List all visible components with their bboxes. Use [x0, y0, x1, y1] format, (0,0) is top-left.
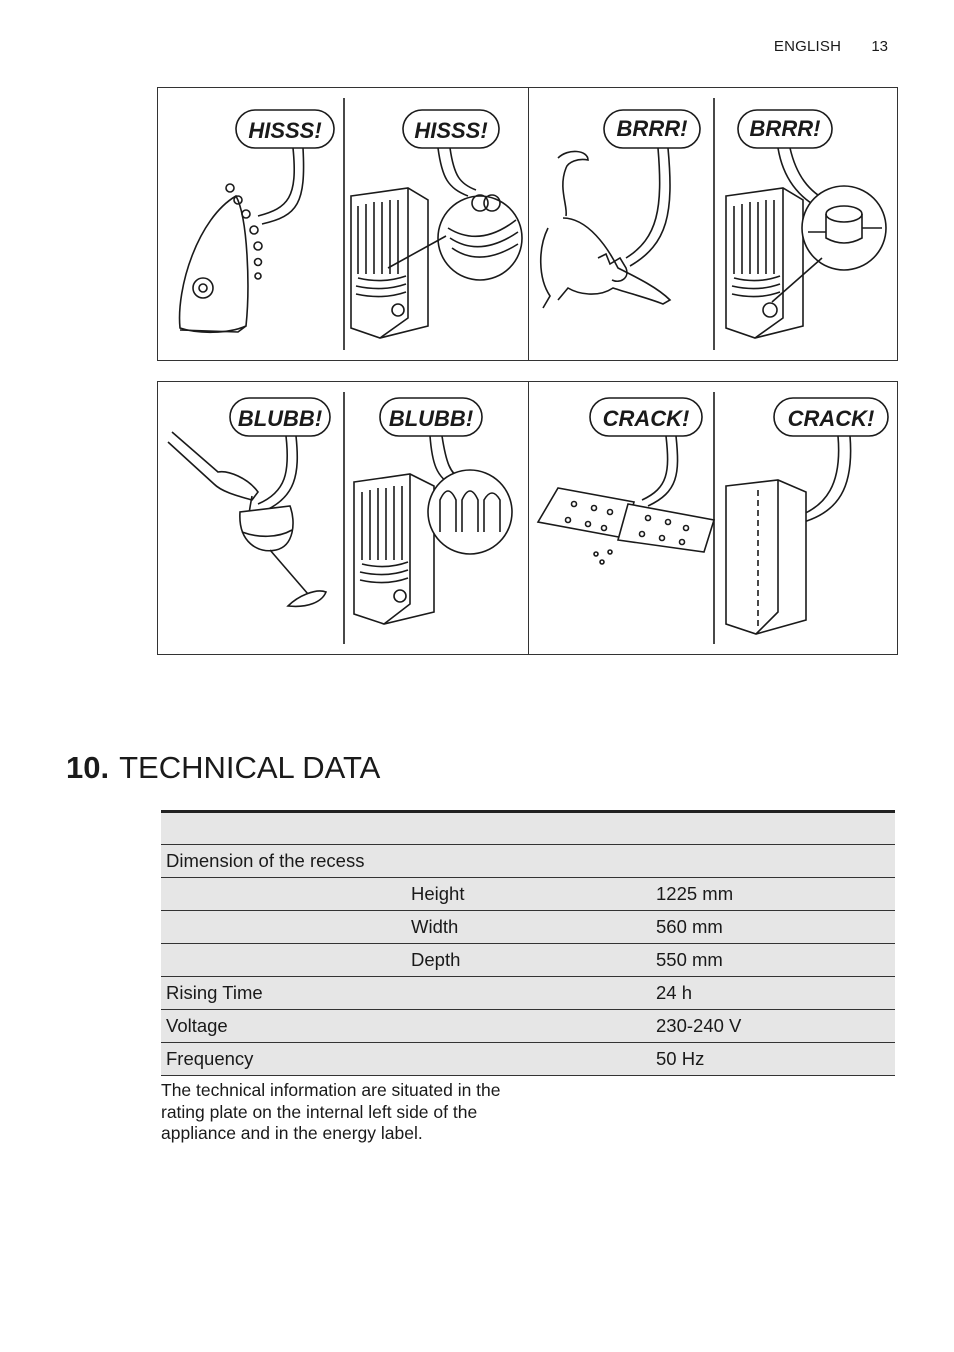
- row-label: Dimension of the recess: [161, 845, 406, 878]
- row-2-drawings: [158, 382, 899, 656]
- row-label: [161, 944, 406, 977]
- technical-data-table: [161, 810, 895, 1076]
- breaking-cracker-icon: [538, 488, 714, 564]
- row-value: 24 h: [651, 977, 895, 1010]
- row-sublabel: [406, 812, 651, 845]
- sound-label: BRRR!: [749, 116, 821, 141]
- table-row: [161, 977, 895, 1010]
- row-label: [161, 878, 406, 911]
- wine-pouring-icon: [168, 432, 326, 606]
- header-language: ENGLISH: [773, 38, 842, 55]
- section-number: 10.: [66, 750, 110, 785]
- table-row: [161, 845, 895, 878]
- table-row: [161, 812, 895, 845]
- row-value: [651, 845, 895, 878]
- row-label: [161, 812, 406, 845]
- row-label: [161, 911, 406, 944]
- row-value: [651, 812, 895, 845]
- row-sublabel: Width: [406, 911, 651, 944]
- refrigerator-compressor-icon: [726, 186, 886, 338]
- table-row: [161, 1010, 895, 1043]
- technical-note: The technical information are situated in the rating plate on the internal left side of the appliance and in the energy label.: [161, 1080, 501, 1143]
- row-1-drawings: [158, 88, 899, 362]
- sound-label: BRRR!: [616, 116, 688, 141]
- row-sublabel: [406, 977, 651, 1010]
- cabinet-icon: [726, 480, 806, 634]
- table-row: [161, 944, 895, 977]
- page-header: [774, 38, 888, 55]
- refrigerator-pipes-icon: [354, 470, 512, 624]
- sound-label: CRACK!: [602, 406, 690, 431]
- row-value: 560 mm: [651, 911, 895, 944]
- row-sublabel: Height: [406, 878, 651, 911]
- table-row: [161, 911, 895, 944]
- sound-label: BLUBB!: [388, 406, 474, 431]
- sound-label: CRACK!: [787, 406, 875, 431]
- sound-label: HISSS!: [414, 118, 488, 143]
- row-value: 230-240 V: [651, 1010, 895, 1043]
- sound-label: BLUBB!: [237, 406, 323, 431]
- table-row: [161, 1043, 895, 1076]
- row-sublabel: [406, 845, 651, 878]
- row-label: Voltage: [161, 1010, 406, 1043]
- steam-iron-icon: [180, 184, 262, 332]
- row-label: Frequency: [161, 1043, 406, 1076]
- stretching-cat-icon: [541, 151, 670, 308]
- row-value: 550 mm: [651, 944, 895, 977]
- row-sublabel: Depth: [406, 944, 651, 977]
- section-title-text: TECHNICAL DATA: [119, 750, 381, 785]
- table-row: [161, 878, 895, 911]
- sound-label: HISSS!: [248, 118, 322, 143]
- row-sublabel: [406, 1010, 651, 1043]
- refrigerator-coil-icon: [351, 188, 522, 338]
- row-value: 50 Hz: [651, 1043, 895, 1076]
- noise-illustrations-row-1: [157, 87, 898, 361]
- noise-illustrations-row-2: [157, 381, 898, 655]
- row-sublabel: [406, 1043, 651, 1076]
- section-title: [66, 750, 380, 786]
- row-label: Rising Time: [161, 977, 406, 1010]
- page-number: 13: [871, 38, 888, 55]
- row-value: 1225 mm: [651, 878, 895, 911]
